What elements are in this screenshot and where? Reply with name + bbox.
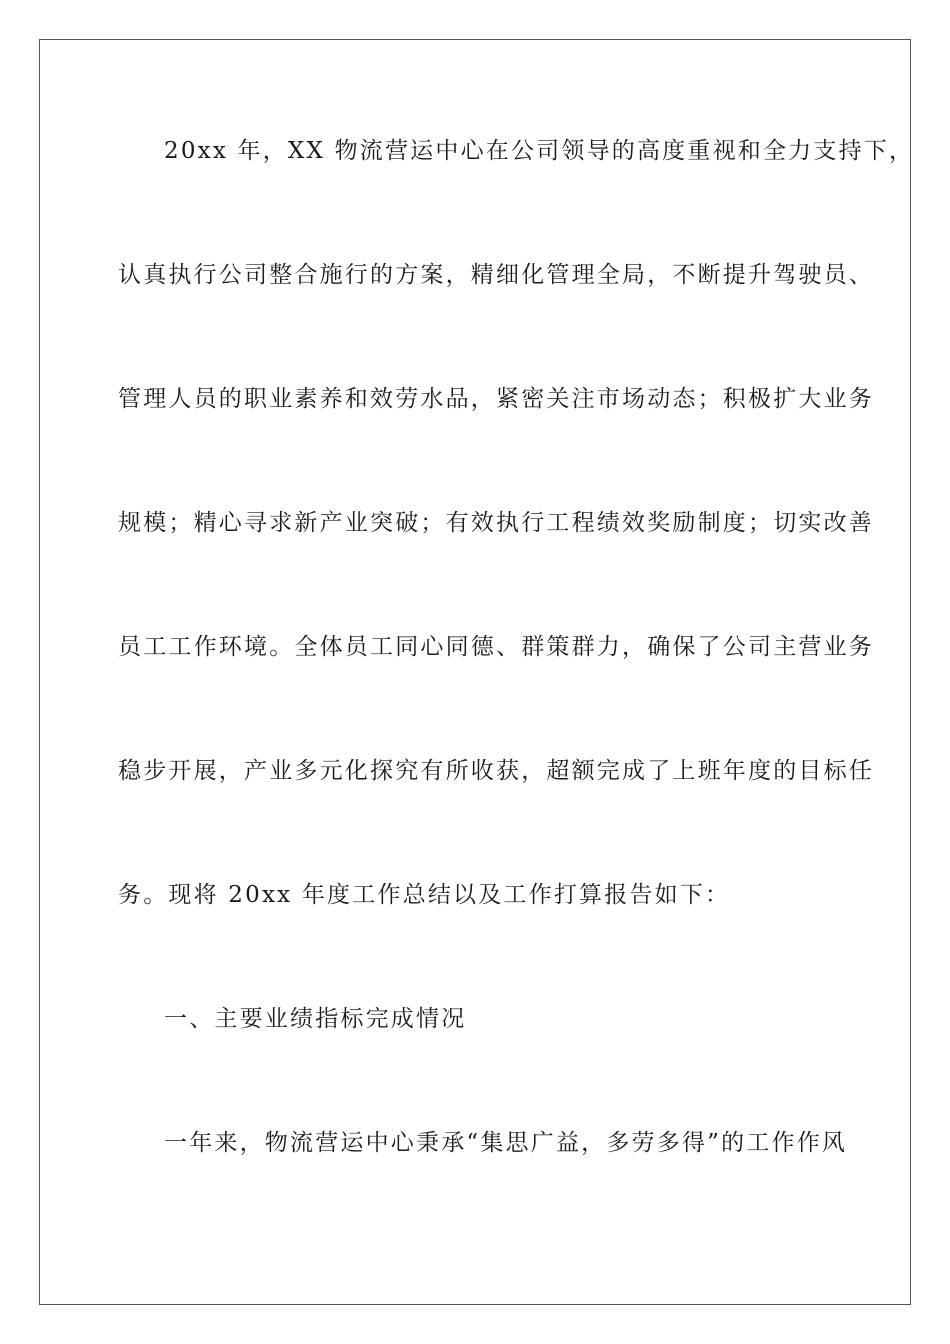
paragraph-line-5: 员工工作环境。全体员工同心同德、群策群力，确保了公司主营业务 bbox=[118, 634, 874, 660]
paragraph-line-6: 稳步开展，产业多元化探究有所收获，超额完成了上班年度的目标任 bbox=[118, 758, 874, 784]
section-paragraph-line-1: 一年来，物流营运中心秉承“集思广益，多劳多得”的工作作风 bbox=[164, 1130, 848, 1156]
paragraph-line-7: 务。现将 20xx 年度工作总结以及工作打算报告如下： bbox=[118, 882, 731, 908]
section-heading: 一、主要业绩指标完成情况 bbox=[164, 1006, 467, 1032]
paragraph-line-3: 管理人员的职业素养和效劳水品，紧密关注市场动态；积极扩大业务 bbox=[118, 386, 874, 412]
paragraph-line-1: 20xx 年，XX 物流营运中心在公司领导的高度重视和全力支持下， bbox=[164, 138, 915, 164]
paragraph-line-2: 认真执行公司整合施行的方案，精细化管理全局，不断提升驾驶员、 bbox=[118, 262, 874, 288]
page-border bbox=[39, 39, 911, 1305]
paragraph-line-4: 规模；精心寻求新产业突破；有效执行工程绩效奖励制度；切实改善 bbox=[118, 510, 874, 536]
